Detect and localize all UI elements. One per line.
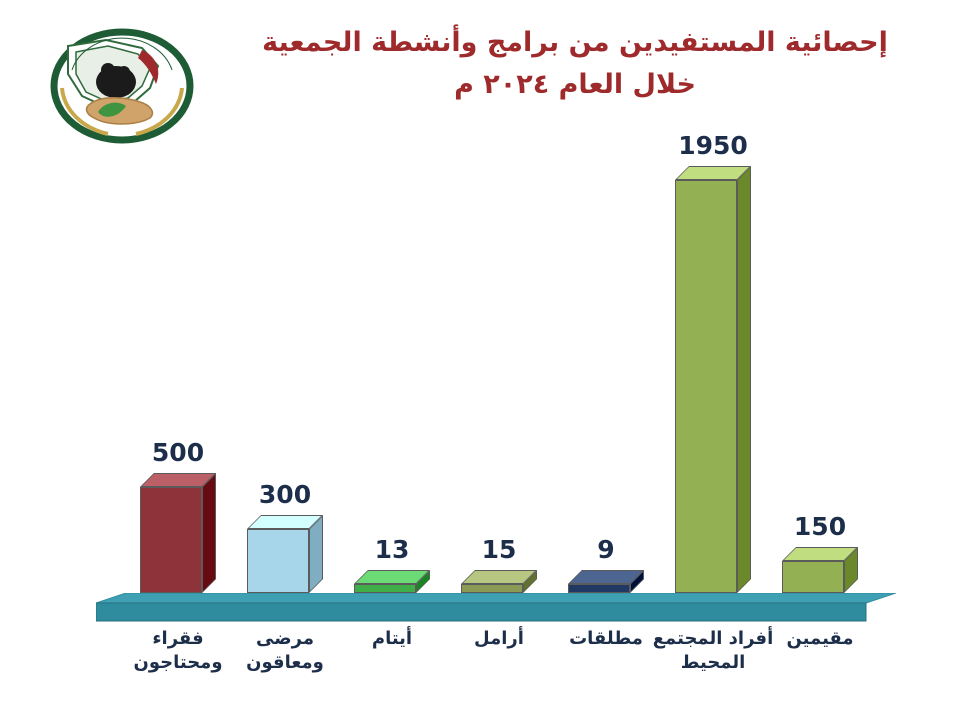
bar-value-label: 9 xyxy=(597,535,615,564)
category-label-3 xyxy=(330,627,454,651)
bar-2 xyxy=(230,475,340,593)
category-label-2 xyxy=(223,627,347,676)
category-label-4 xyxy=(437,627,561,651)
bar-front-face xyxy=(140,487,202,593)
category-label-line: ومعاقون xyxy=(246,652,324,674)
bar-6 xyxy=(658,126,768,593)
category-label-7 xyxy=(758,627,882,651)
bar-1 xyxy=(123,433,233,593)
bar-shape xyxy=(354,570,430,593)
bar-value-label: 13 xyxy=(374,535,410,564)
category-label-line: فقراء xyxy=(152,628,204,649)
title-line-1: إحصائية المستفيدين من برامج وأنشطة الجمعية xyxy=(262,27,888,58)
category-label-line: أيتام xyxy=(371,628,413,649)
bar-shape xyxy=(568,570,644,593)
category-label-line: مطلقات xyxy=(569,628,643,649)
bar-shape xyxy=(782,547,858,593)
category-label-line: المحيط xyxy=(680,652,746,674)
bar-front-face xyxy=(354,584,416,593)
bar-value-label: 15 xyxy=(481,535,517,564)
page-title xyxy=(215,22,935,106)
bar-value-label: 300 xyxy=(258,480,312,509)
bar-7 xyxy=(765,507,875,593)
bar-front-face xyxy=(568,584,630,593)
category-label-5 xyxy=(544,627,668,651)
bar-shape xyxy=(461,570,537,593)
category-label-line: أرامل xyxy=(474,628,524,649)
bar-4 xyxy=(444,530,554,593)
title-line-2: خلال العام ٢٠٢٤ م xyxy=(454,68,696,100)
bar-front-face xyxy=(247,529,309,593)
bar-side-face xyxy=(737,166,751,593)
bar-5 xyxy=(551,530,661,593)
category-label-6 xyxy=(651,627,775,676)
bar-front-face xyxy=(461,584,523,593)
bar-shape xyxy=(247,515,323,593)
chart-plot-area xyxy=(0,131,960,720)
bar-value-label: 1950 xyxy=(678,131,748,160)
category-label-line: مرضى xyxy=(256,628,314,649)
category-label-line: مقيمين xyxy=(786,628,854,649)
category-label-1 xyxy=(116,627,240,676)
bar-3 xyxy=(337,530,447,593)
bar-shape xyxy=(140,473,216,593)
bar-front-face xyxy=(782,561,844,593)
bar-value-label: 500 xyxy=(151,438,205,467)
association-logo xyxy=(38,26,206,144)
bar-front-face xyxy=(675,180,737,593)
category-label-line: ومحتاجون xyxy=(133,652,223,674)
bar-value-label: 150 xyxy=(793,512,847,541)
bar-side-face xyxy=(202,473,216,593)
category-label-line: أفراد المجتمع xyxy=(652,628,774,649)
bar-shape xyxy=(675,166,751,593)
